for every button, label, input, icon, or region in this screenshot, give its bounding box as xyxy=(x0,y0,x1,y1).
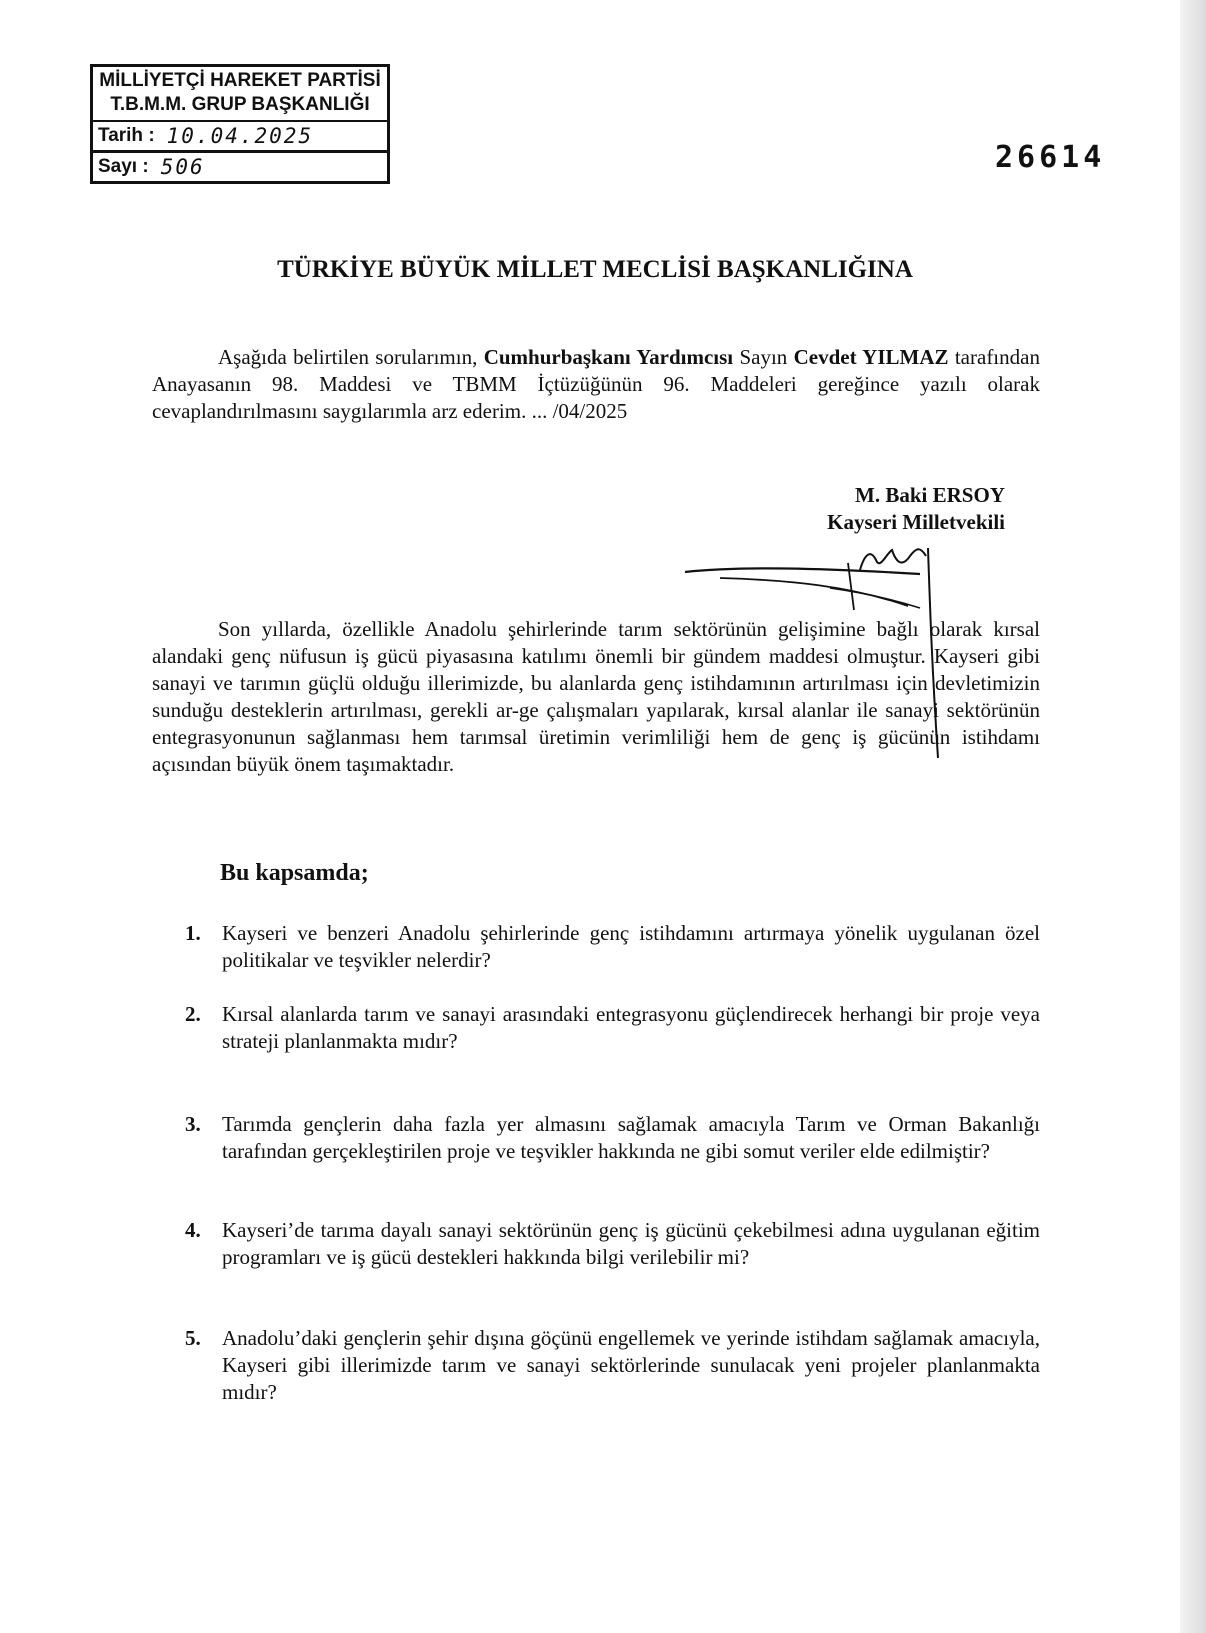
body-paragraph: Son yıllarda, özellikle Anadolu şehirlerinde tarım sektörünün gelişimine bağlı olarak kırsal alandaki genç nüfusun iş gücü piyasasına katılımı önemli bir gündem maddesi olmuştur. Kayseri gibi sanayi ve tarımın güçlü olduğu illerimizde, bu alanlarda genç istihdamının artırılması için devletimizin sunduğu desteklerin artırılması, gerekli ar-ge çalışmaları yapılarak, kırsal alanlar ile sanayi sektörünün entegrasyonunun sağlanması hem tarımsal üretimin verimliliği hem de genç iş gücünün istihdamı açısından büyük önem taşımaktadır. xyxy=(152,617,1040,776)
question-number: 2. xyxy=(185,1002,201,1026)
question-item xyxy=(185,1217,1040,1271)
intro-text-3: tarafından Anayasanın 98. Maddesi ve TBMM İçtüzüğünün 96. Maddeleri gereğince yazılı olarak cevaplandırılmasını saygılarımla arz ederim. ... /04/2025 xyxy=(152,345,1040,423)
question-text: Kırsal alanlarda tarım ve sanayi arasındaki entegrasyonu güçlendirecek herhangi bir proje veya strateji planlanmakta mıdır? xyxy=(222,1002,1040,1053)
receipt-stamp xyxy=(90,64,390,184)
question-item xyxy=(185,1325,1040,1406)
stamp-number-label: Sayı : xyxy=(98,156,149,177)
stamp-number-value: 506 xyxy=(160,155,205,179)
question-number: 3. xyxy=(185,1112,201,1136)
question-item xyxy=(185,920,1040,974)
question-text: Kayseri ve benzeri Anadolu şehirlerinde genç istihdamını artırmaya yönelik uygulanan özel politikalar ve teşvikler nelerdir? xyxy=(222,921,1040,972)
question-text: Kayseri’de tarıma dayalı sanayi sektörünün genç iş gücünü çekebilmesi adına uygulanan eğitim programları ve iş gücü destekleri hakkında bilgi verilebilir mi? xyxy=(222,1218,1040,1269)
intro-paragraph xyxy=(152,344,1040,425)
intro-bold-name: Cevdet YILMAZ xyxy=(793,345,949,369)
signer-block xyxy=(720,482,1005,536)
question-text: Tarımda gençlerin daha fazla yer almasını sağlamak amacıyla Tarım ve Orman Bakanlığı tarafından gerçekleştirilen proje ve teşvikler hakkında ne gibi somut veriler elde edilmiştir? xyxy=(222,1112,1040,1163)
question-item xyxy=(185,1111,1040,1165)
question-text: Anadolu’daki gençlerin şehir dışına göçünü engellemek ve yerinde istihdam sağlamak amacıyla, Kayseri gibi illerimizde tarım ve sanayi sektörlerinde sunulacak yeni projeler planlanmakta mıdır? xyxy=(222,1326,1040,1404)
stamp-header xyxy=(90,64,390,122)
document-title: TÜRKİYE BÜYÜK MİLLET MECLİSİ BAŞKANLIĞINA xyxy=(277,256,913,283)
signer-name: M. Baki ERSOY xyxy=(855,483,1005,507)
question-number: 1. xyxy=(185,921,201,945)
question-item xyxy=(185,1001,1040,1055)
intro-bold-office: Cumhurbaşkanı Yardımcısı xyxy=(483,345,734,369)
page-edge-shadow xyxy=(1180,0,1206,1633)
stamp-number-row xyxy=(90,153,390,184)
stamp-party: MİLLİYETÇİ HAREKET PARTİSİ xyxy=(99,70,381,91)
intro-text-2: Sayın xyxy=(733,345,794,369)
stamp-date-row xyxy=(90,122,390,153)
question-number: 4. xyxy=(185,1218,201,1242)
stamp-date-value: 10.04.2025 xyxy=(166,124,314,148)
intro-text-1: Aşağıda belirtilen sorularımın, xyxy=(218,345,484,369)
question-number: 5. xyxy=(185,1326,201,1350)
document-number: 26614 xyxy=(995,140,1106,175)
stamp-date-label: Tarih : xyxy=(98,125,155,146)
stamp-group: T.B.M.M. GRUP BAŞKANLIĞI xyxy=(110,94,370,115)
signer-role: Kayseri Milletvekili xyxy=(827,510,1005,534)
scope-heading: Bu kapsamda; xyxy=(220,860,369,886)
